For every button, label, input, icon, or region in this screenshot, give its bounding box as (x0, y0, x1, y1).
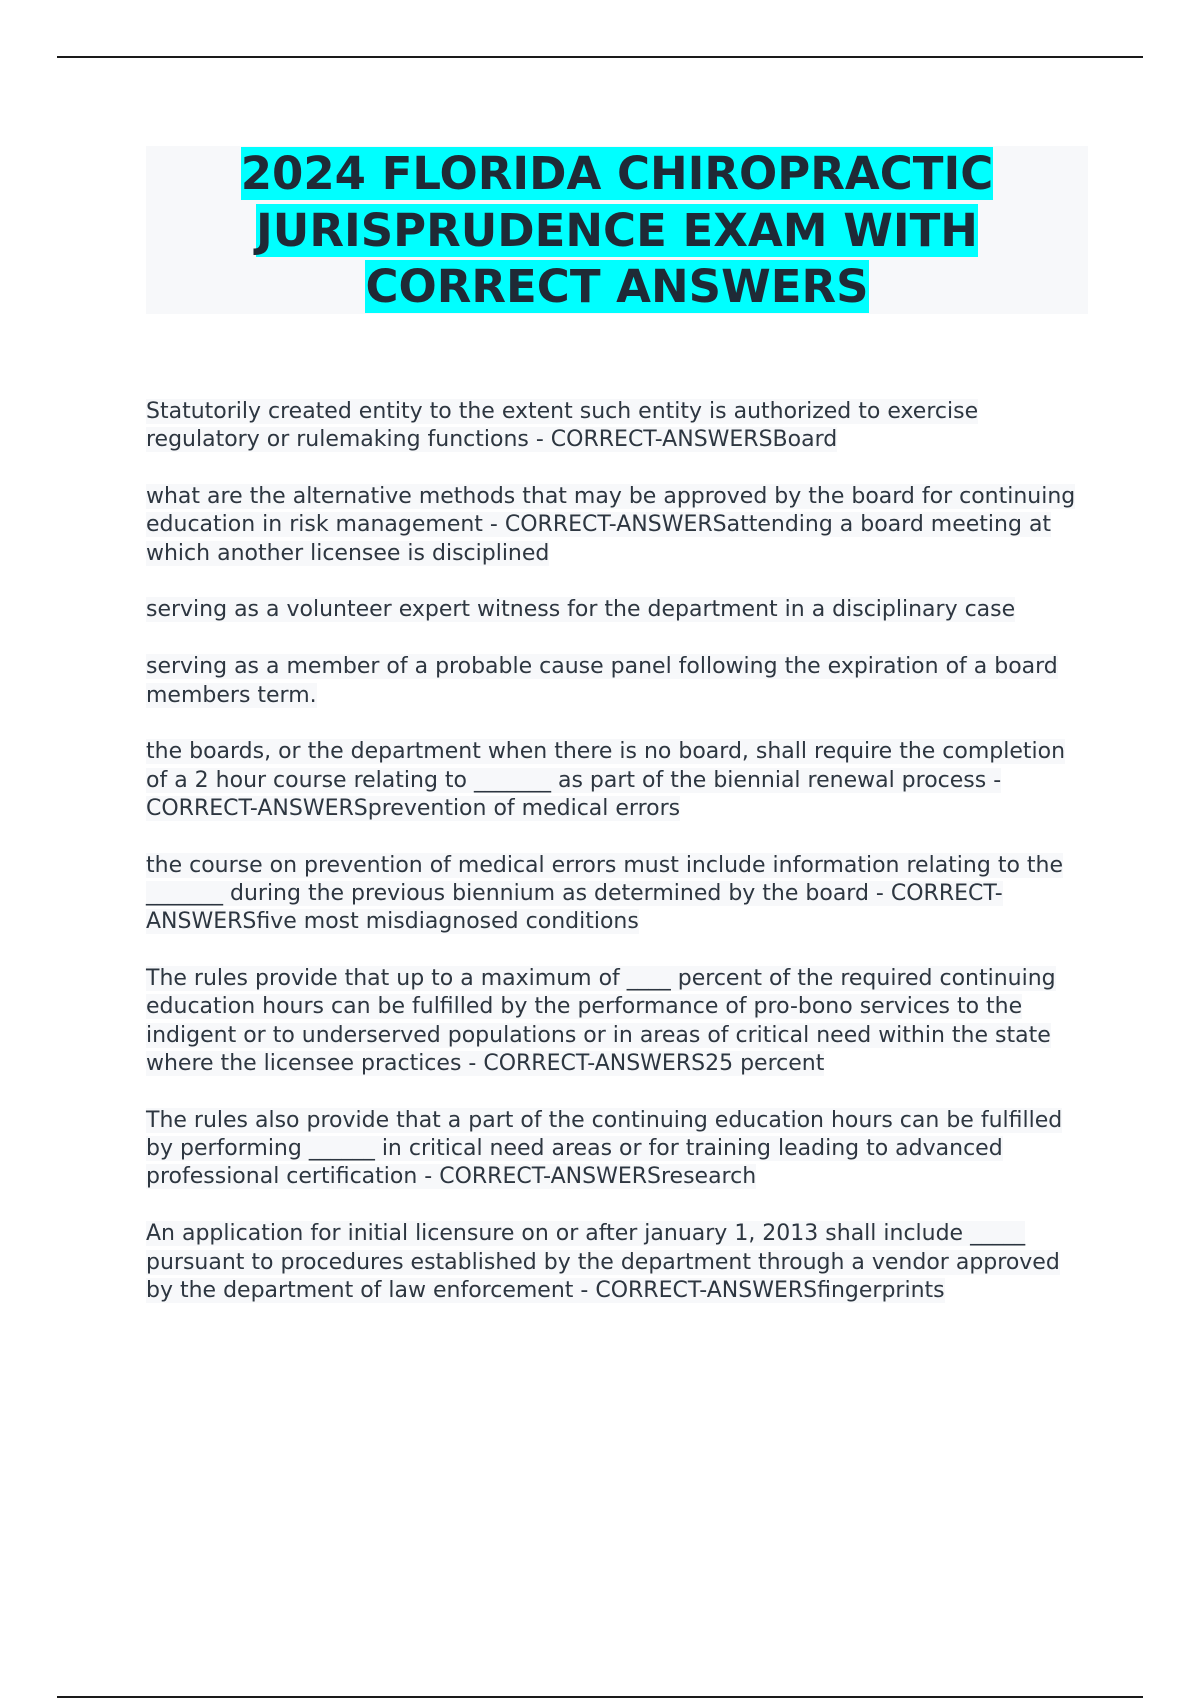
qa-paragraph-text: what are the alternative methods that may be approved by the board for continuing education in risk management - CORRECT-ANSWERSattending a board meeting at which another licensee is disciplined (146, 484, 1076, 566)
qa-paragraph-text: An application for initial licensure on or after january 1, 2013 shall include _____ pursuant to procedures established by the department through a vendor approved by the department of law enforcement - CORRECT-ANSWERSfingerprints (146, 1221, 1060, 1303)
qa-paragraph (146, 483, 1086, 568)
qa-paragraph (146, 738, 1086, 823)
qa-paragraph-text: serving as a member of a probable cause panel following the expiration of a board members term. (146, 654, 1058, 708)
qa-paragraph (146, 965, 1086, 1078)
qa-paragraph-text: The rules also provide that a part of the continuing education hours can be fulfilled by performing ______ in critical need areas or for training leading to advanced professional certification - CORRECT-ANSWERSresearch (146, 1107, 1063, 1190)
qa-paragraph (146, 653, 1086, 710)
qa-paragraph (146, 1107, 1086, 1192)
qa-paragraph (146, 596, 1086, 624)
qa-paragraph (146, 398, 1086, 455)
qa-paragraph-text: The rules provide that up to a maximum of ____ percent of the required continuing education hours can be fulfilled by the performance of pro-bono services to the indigent or to underserved populations or in areas of critical need within the state where the licensee practices - CORRECT-ANSWERS25 percent (146, 966, 1056, 1077)
title-block (146, 146, 1088, 314)
qa-paragraph (146, 1220, 1086, 1305)
document-title (146, 146, 1088, 316)
qa-paragraph-text: serving as a volunteer expert witness for the department in a disciplinary case (146, 597, 1016, 623)
footer-rule (57, 1696, 1143, 1698)
question-answer-list (146, 398, 1086, 1334)
qa-paragraph-text: the boards, or the department when there is no board, shall require the completion of a 2 hour course relating to _______ as part of the biennial renewal process - CORRECT-ANSWERSprevention of medical errors (146, 739, 1066, 821)
qa-paragraph-text: the course on prevention of medical errors must include information relating to the _______ during the previous biennium as determined by the board - CORRECT-ANSWERSfive most misdiagnosed conditions (146, 852, 1063, 935)
qa-paragraph-text: Statutorily created entity to the extent such entity is authorized to exercise regulatory or rulemaking functions - CORRECT-ANSWERSBoard (146, 399, 979, 453)
title-highlight: 2024 FLORIDA CHIROPRACTIC JURISPRUDENCE EXAM WITH CORRECT ANSWERS (240, 147, 994, 313)
header-rule (57, 56, 1143, 58)
qa-paragraph (146, 852, 1086, 937)
